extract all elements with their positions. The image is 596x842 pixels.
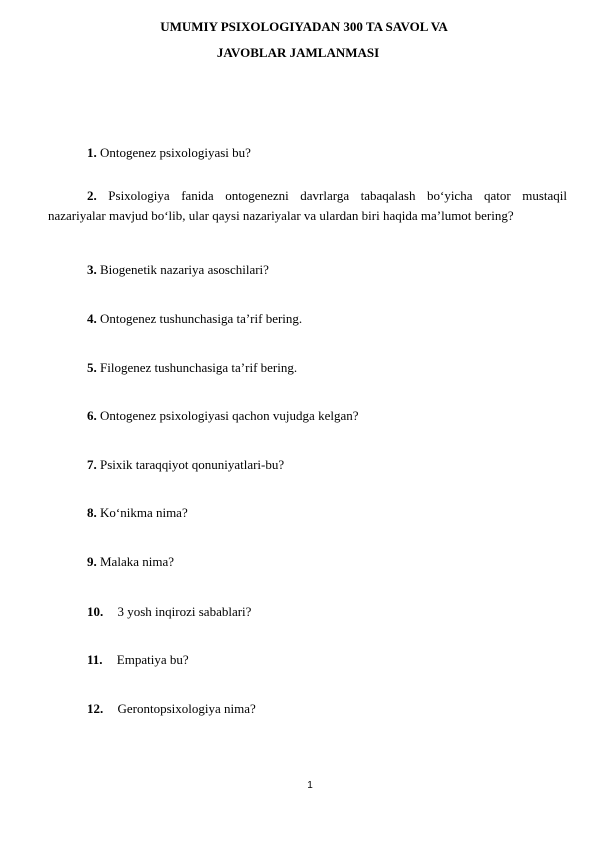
question-number: 7.: [87, 457, 97, 472]
question-3: [87, 262, 269, 278]
question-8: [87, 505, 188, 521]
question-text: Malaka nima?: [100, 554, 174, 569]
question-text: Empatiya bu?: [116, 652, 189, 667]
question-number: 12.: [87, 701, 104, 716]
question-7: [87, 457, 284, 473]
question-1: [87, 145, 251, 161]
question-text: 3 yosh inqirozi sabablari?: [117, 604, 252, 619]
document-title-line-1: UMUMIY PSIXOLOGIYADAN 300 TA SAVOL VA: [160, 19, 448, 34]
question-11: [87, 652, 189, 668]
question-2-line-1: [48, 186, 567, 206]
question-number: 1.: [87, 145, 97, 160]
question-number: 9.: [87, 554, 97, 569]
question-text: Ontogenez psixologiyasi bu?: [100, 145, 251, 160]
question-number: 10.: [87, 604, 104, 619]
page-number: 1: [307, 780, 313, 791]
question-text: Ontogenez psixologiyasi qachon vujudga kelgan?: [100, 408, 359, 423]
question-text: Ontogenez tushunchasiga ta’rif bering.: [100, 311, 303, 326]
question-5: [87, 360, 297, 376]
question-text: Biogenetik nazariya asoschilari?: [100, 262, 269, 277]
question-number: 4.: [87, 311, 97, 326]
question-6: [87, 408, 359, 424]
question-text: Gerontopsixologiya nima?: [117, 701, 256, 716]
question-9: [87, 554, 174, 570]
question-number: 2.: [87, 188, 97, 203]
question-number: 5.: [87, 360, 97, 375]
question-2-line-2: nazariyalar mavjud bo‘lib, ular qaysi nazariyalar va ulardan biri haqida ma’lumot bering?: [48, 208, 514, 223]
question-text: Ko‘nikma nima?: [100, 505, 188, 520]
question-number: 6.: [87, 408, 97, 423]
document-title-line-2: JAVOBLAR JAMLANMASI: [216, 45, 380, 60]
question-text: Psixologiya fanida ontogenezni davrlarga tabaqalash bo‘yicha qator mustaqil: [108, 188, 568, 203]
question-2: [48, 186, 567, 226]
question-10: [87, 604, 251, 620]
question-text: Filogenez tushunchasiga ta’rif bering.: [100, 360, 298, 375]
question-number: 8.: [87, 505, 97, 520]
question-4: [87, 311, 302, 327]
question-number: 11.: [87, 652, 103, 667]
question-number: 3.: [87, 262, 97, 277]
question-text: Psixik taraqqiyot qonuniyatlari-bu?: [100, 457, 285, 472]
question-12: [87, 701, 256, 717]
